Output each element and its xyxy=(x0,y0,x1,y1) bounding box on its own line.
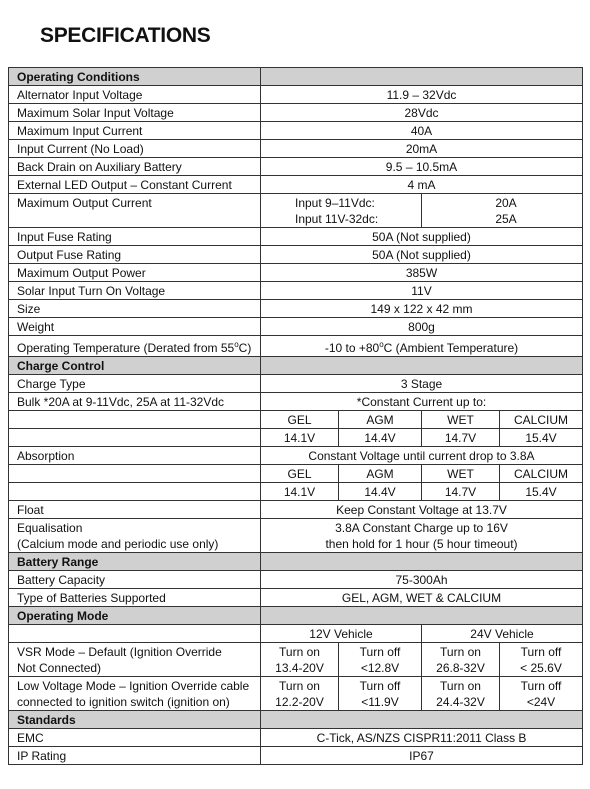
table-row xyxy=(9,104,583,122)
table-row xyxy=(9,336,583,357)
table-row xyxy=(9,465,583,483)
battery-type-gel: GEL xyxy=(261,465,339,483)
table-row xyxy=(9,589,583,607)
bulk-value-wet: 14.7V xyxy=(422,429,500,447)
table-row xyxy=(9,246,583,264)
spec-label: VSR Mode – Default (Ignition Override Not Connected) xyxy=(9,643,261,677)
spec-label: Maximum Output Power xyxy=(9,264,261,282)
spec-value: 50A (Not supplied) xyxy=(261,228,583,246)
spec-label: Charge Type xyxy=(9,375,261,393)
table-row xyxy=(9,447,583,465)
spec-label: Weight xyxy=(9,318,261,336)
table-row xyxy=(9,122,583,140)
table-row xyxy=(9,643,583,677)
battery-type-calcium: CALCIUM xyxy=(500,411,583,429)
vsr-12v-turn-off: Turn off <12.8V xyxy=(339,643,422,677)
table-row xyxy=(9,501,583,519)
low-24v-turn-off: Turn off <24V xyxy=(500,677,583,711)
table-row xyxy=(9,411,583,429)
spec-label: Bulk *20A at 9-11Vdc, 25A at 11-32Vdc xyxy=(9,393,261,411)
section-row xyxy=(9,607,583,625)
battery-type-gel: GEL xyxy=(261,411,339,429)
vehicle-24v-header: 24V Vehicle xyxy=(422,625,583,643)
spec-label: Type of Batteries Supported xyxy=(9,589,261,607)
max-output-line2-label: Input 11V-32dc: xyxy=(295,212,379,226)
battery-type-calcium: CALCIUM xyxy=(500,465,583,483)
section-header-operating-conditions: Operating Conditions xyxy=(9,68,261,86)
spec-value: 28Vdc xyxy=(261,104,583,122)
vsr-24v-turn-on: Turn on 26.8-32V xyxy=(422,643,500,677)
spec-value: 385W xyxy=(261,264,583,282)
table-row xyxy=(9,318,583,336)
table-row xyxy=(9,677,583,711)
spec-label: Operating Temperature (Derated from 55$^o$C) xyxy=(9,336,261,357)
spec-value-amps xyxy=(422,194,583,228)
spec-value: 40A xyxy=(261,122,583,140)
section-row xyxy=(9,711,583,729)
spec-value: 3.8A Constant Charge up to 16V then hold for 1 hour (5 hour timeout) xyxy=(261,519,583,553)
spec-label: Equalisation (Calcium mode and periodic use only) xyxy=(9,519,261,553)
bulk-value-agm: 14.4V xyxy=(339,429,422,447)
spec-value: 4 mA xyxy=(261,176,583,194)
max-output-line1-value: 20A xyxy=(495,196,517,210)
spec-value: Constant Voltage until current drop to 3.8A xyxy=(261,447,583,465)
spec-label: Float xyxy=(9,501,261,519)
max-output-line1-label: Input 9–11Vdc: xyxy=(295,196,375,210)
table-row xyxy=(9,140,583,158)
table-row xyxy=(9,375,583,393)
table-row xyxy=(9,747,583,765)
max-output-line2-value: 25A xyxy=(495,212,517,226)
spec-label: Output Fuse Rating xyxy=(9,246,261,264)
absorption-value-wet: 14.7V xyxy=(422,483,500,501)
bulk-value-gel: 14.1V xyxy=(261,429,339,447)
battery-type-wet: WET xyxy=(422,465,500,483)
spec-label: Input Current (No Load) xyxy=(9,140,261,158)
table-row xyxy=(9,300,583,318)
spec-value: 50A (Not supplied) xyxy=(261,246,583,264)
table-row xyxy=(9,519,583,553)
vsr-24v-turn-off: Turn off < 25.6V xyxy=(500,643,583,677)
spec-label: External LED Output – Constant Current xyxy=(9,176,261,194)
table-row xyxy=(9,158,583,176)
table-row xyxy=(9,483,583,501)
table-row xyxy=(9,86,583,104)
absorption-value-calcium: 15.4V xyxy=(500,483,583,501)
table-row xyxy=(9,429,583,447)
spec-value: 3 Stage xyxy=(261,375,583,393)
spec-label: Low Voltage Mode – Ignition Override cable connected to ignition switch (ignition on) xyxy=(9,677,261,711)
table-row xyxy=(9,194,583,228)
table-row xyxy=(9,393,583,411)
low-12v-turn-on: Turn on 12.2-20V xyxy=(261,677,339,711)
spec-label: EMC xyxy=(9,729,261,747)
spec-value: Keep Constant Voltage at 13.7V xyxy=(261,501,583,519)
low-12v-turn-off: Turn off <11.9V xyxy=(339,677,422,711)
absorption-value-agm: 14.4V xyxy=(339,483,422,501)
battery-type-agm: AGM xyxy=(339,411,422,429)
section-header-operating-mode: Operating Mode xyxy=(9,607,261,625)
battery-type-wet: WET xyxy=(422,411,500,429)
section-row xyxy=(9,68,583,86)
table-row xyxy=(9,176,583,194)
section-header-battery-range: Battery Range xyxy=(9,553,261,571)
low-24v-turn-on: Turn on 24.4-32V xyxy=(422,677,500,711)
vsr-12v-turn-on: Turn on 13.4-20V xyxy=(261,643,339,677)
spec-label: Back Drain on Auxiliary Battery xyxy=(9,158,261,176)
spec-value: 75-300Ah xyxy=(261,571,583,589)
spec-value: -10 to $+80^oC$ (Ambient Temperature) xyxy=(261,336,583,357)
table-row xyxy=(9,228,583,246)
spec-label: Size xyxy=(9,300,261,318)
spec-value: GEL, AGM, WET & CALCIUM xyxy=(261,589,583,607)
spec-value: C-Tick, AS/NZS CISPR11:2011 Class B xyxy=(261,729,583,747)
spec-value: 149 x 122 x 42 mm xyxy=(261,300,583,318)
table-row xyxy=(9,625,583,643)
section-header-standards: Standards xyxy=(9,711,261,729)
battery-type-agm: AGM xyxy=(339,465,422,483)
section-row xyxy=(9,553,583,571)
spec-label: Alternator Input Voltage xyxy=(9,86,261,104)
spec-value: 9.5 – 10.5mA xyxy=(261,158,583,176)
section-header-charge-control: Charge Control xyxy=(9,357,261,375)
bulk-value-calcium: 15.4V xyxy=(500,429,583,447)
spec-label: IP Rating xyxy=(9,747,261,765)
spec-label: Maximum Solar Input Voltage xyxy=(9,104,261,122)
spec-label: Maximum Output Current xyxy=(9,194,261,228)
spec-value: 20mA xyxy=(261,140,583,158)
spec-label: Input Fuse Rating xyxy=(9,228,261,246)
spec-label: Maximum Input Current xyxy=(9,122,261,140)
table-row xyxy=(9,282,583,300)
spec-label: Battery Capacity xyxy=(9,571,261,589)
table-row xyxy=(9,571,583,589)
vehicle-12v-header: 12V Vehicle xyxy=(261,625,422,643)
spec-value-labels xyxy=(261,194,422,228)
spec-value: IP67 xyxy=(261,747,583,765)
spec-label: Solar Input Turn On Voltage xyxy=(9,282,261,300)
spec-label: Absorption xyxy=(9,447,261,465)
spec-value: 11V xyxy=(261,282,583,300)
section-row xyxy=(9,357,583,375)
specifications-table xyxy=(8,67,583,765)
table-row xyxy=(9,264,583,282)
table-row xyxy=(9,729,583,747)
spec-value: 11.9 – 32Vdc xyxy=(261,86,583,104)
spec-value: *Constant Current up to: xyxy=(261,393,583,411)
absorption-value-gel: 14.1V xyxy=(261,483,339,501)
page-title: SPECIFICATIONS xyxy=(40,24,211,47)
spec-value: 800g xyxy=(261,318,583,336)
